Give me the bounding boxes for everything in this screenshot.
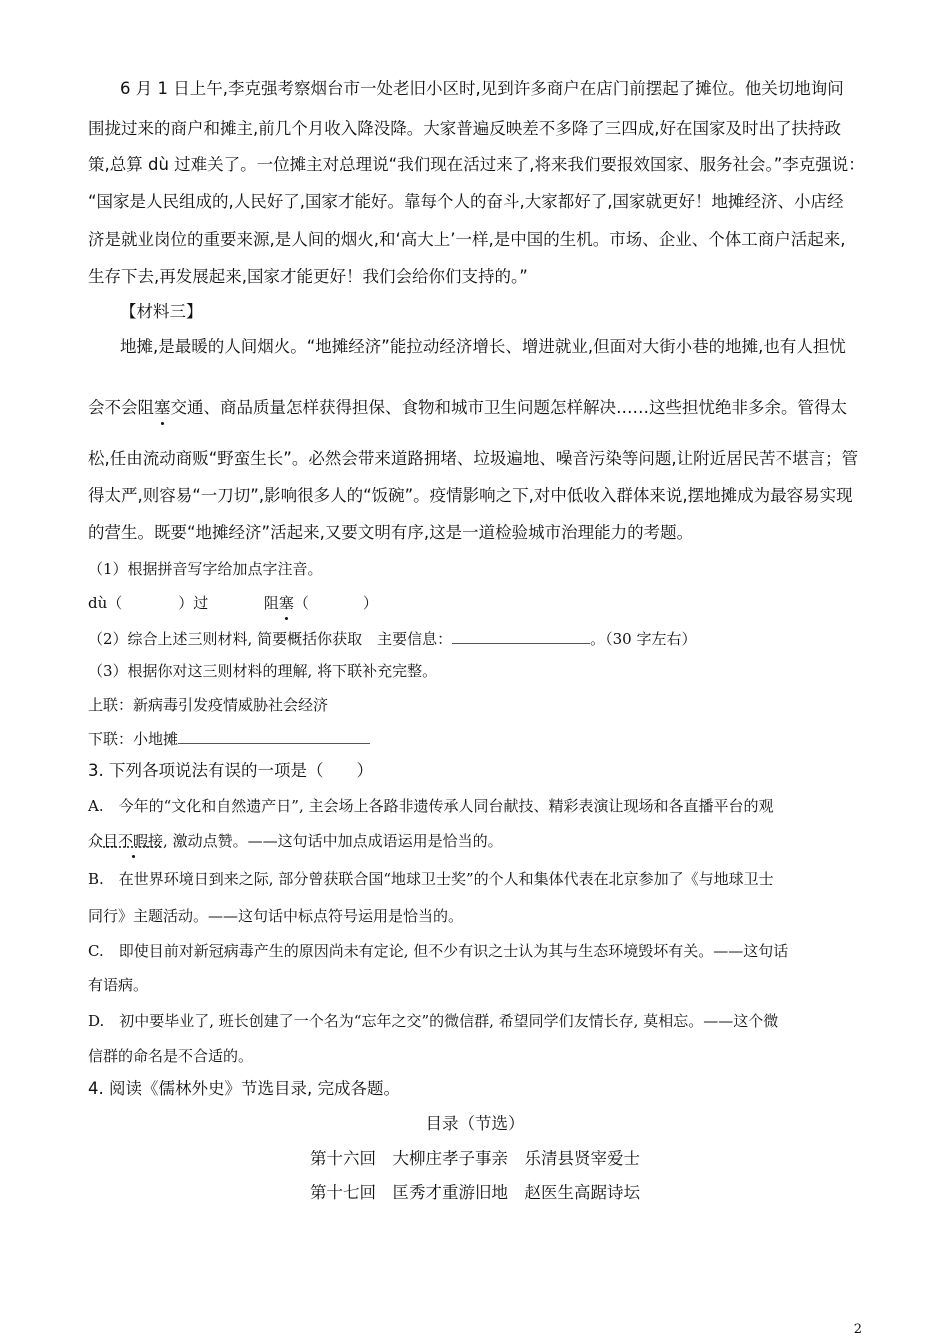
text-line bbox=[88, 154, 865, 176]
text-line: 的营生。既要“地摊经济”活起来,又要文明有序,这是一道检验城市治理能力的考题。 bbox=[88, 523, 694, 542]
text-line: 地摊,是最暖的人间烟火。“地摊经济”能拉动经济增长、增进就业,但面对大街小巷的地摊,也有人担忧 bbox=[120, 337, 846, 356]
text-fragment: 交通、商品质量怎样获得担保、食物和城市卫生问题怎样解决……这些担忧绝非多余。管得太 bbox=[170, 398, 847, 417]
option-d-line: 信群的命名是不合适的。 bbox=[88, 1047, 254, 1065]
text-line: “国家是人民组成的,人民好了,国家才能好。靠每个人的奋斗,大家都好了,国家就更好！地摊经济、小店经 bbox=[88, 192, 844, 211]
question-stem: 3. 下列各项说法有误的一项是（ ） bbox=[88, 761, 373, 780]
option-d-line: D. 初中要毕业了, 班长创建了一个名为“忘年之交”的微信群, 希望同学们友情长存, 莫相忘。——这个微 bbox=[88, 1012, 779, 1030]
dotted-character: 塞 bbox=[154, 398, 171, 417]
text-fragment: 众 bbox=[88, 832, 104, 850]
pinyin-hint: dù bbox=[148, 155, 169, 174]
text-fragment: 下联：小地摊 bbox=[88, 730, 179, 748]
pinyin-label: dù（ bbox=[88, 594, 123, 612]
dotted-character: 塞 bbox=[278, 594, 294, 612]
text-fragment: 过难关了。一位摊主对总理说“我们现在活过来了,将来我们要报效国家、服务社会。”李克强说： bbox=[168, 155, 865, 174]
option-b-line: 同行》主题活动。——这句话中标点符号运用是恰当的。 bbox=[88, 907, 464, 925]
text-fragment: ） bbox=[362, 594, 378, 612]
text-fragment: 会不会阻 bbox=[88, 398, 154, 417]
lower-couplet bbox=[88, 727, 370, 750]
text-fragment: （ bbox=[293, 594, 309, 612]
text-fragment: 策,总算 bbox=[88, 155, 148, 174]
sub-question-2 bbox=[88, 627, 696, 650]
question-stem: 4. 阅读《儒林外史》节选目录, 完成各题。 bbox=[88, 1079, 400, 1098]
text-fragment: , 激动点赞。——这句话中加点成语运用是恰当的。 bbox=[163, 832, 503, 850]
text-line: 围拢过来的商户和摊主,前几个月收入降没降。大家普遍反映差不多降了三四成,好在国家及时出了扶持政 bbox=[88, 119, 841, 138]
pinyin-row bbox=[88, 592, 378, 614]
option-c-line: C. 即使目前对新冠病毒产生的原因尚未有定论, 但不少有识之士认为其与生态环境毁坏有关。——这句话 bbox=[88, 942, 789, 960]
sub-question-3: （3）根据你对这三则材料的理解, 将下联补充完整。 bbox=[88, 662, 438, 680]
option-a-line bbox=[88, 830, 503, 852]
option-a-line: A. 今年的“文化和自然遗产日”, 主会场上各路非遗传承人同台献技、精彩表演让现场和各直播平台的观 bbox=[88, 797, 774, 815]
upper-couplet: 上联：新病毒引发疫情威胁社会经济 bbox=[88, 696, 329, 714]
toc-title: 目录（节选） bbox=[425, 1114, 525, 1133]
text-line: 生存下去,再发展起来,国家才能更好！我们会给你们支持的。” bbox=[88, 267, 528, 286]
text-fragment: 。（30 字左右） bbox=[590, 630, 697, 648]
section-heading: 【材料三】 bbox=[120, 302, 203, 321]
text-fragment: ）过 bbox=[178, 594, 209, 612]
page-number: 2 bbox=[853, 1322, 862, 1337]
text-line: 6 月 1 日上午,李克强考察烟台市一处老旧小区时,见到许多商户在店门前摆起了摊位。他关切地询问 bbox=[120, 79, 844, 98]
text-fragment: 阻 bbox=[263, 594, 279, 612]
toc-item: 第十六回 大柳庄孝子事亲 乐清县贤宰爱士 bbox=[310, 1149, 640, 1168]
toc-item: 第十七回 匡秀才重游旧地 赵医生高踞诗坛 bbox=[310, 1183, 640, 1202]
text-line: 得太严,则容易“一刀切”,影响很多人的“饭碗”。疫情影响之下,对中低收入群体来说,摆地摊成为最容易实现 bbox=[88, 486, 853, 505]
sub-question-1: （1）根据拼音写字给加点字注音。 bbox=[88, 560, 323, 578]
text-line: 松,任由流动商贩“野蛮生长”。必然会带来道路拥堵、垃圾遍地、噪音污染等问题,让附近居民苦不堪言；管 bbox=[88, 449, 859, 468]
text-line: 济是就业岗位的重要来源,是人间的烟火,和‘高大上’一样,是中国的生机。市场、企业、个体工商户活起来, bbox=[88, 230, 846, 249]
option-c-line: 有语病。 bbox=[88, 976, 149, 994]
couplet-blank[interactable] bbox=[178, 727, 370, 744]
answer-blank[interactable] bbox=[452, 627, 590, 644]
dotted-idiom: 目不暇接 bbox=[103, 832, 164, 850]
option-b-line: B. 在世界环境日到来之际, 部分曾获联合国“地球卫士奖”的个人和集体代表在北京参加了《与地球卫士 bbox=[88, 870, 774, 888]
text-line bbox=[88, 397, 847, 419]
text-fragment: （2）综合上述三则材料, 简要概括你获取 主要信息： bbox=[88, 630, 453, 648]
